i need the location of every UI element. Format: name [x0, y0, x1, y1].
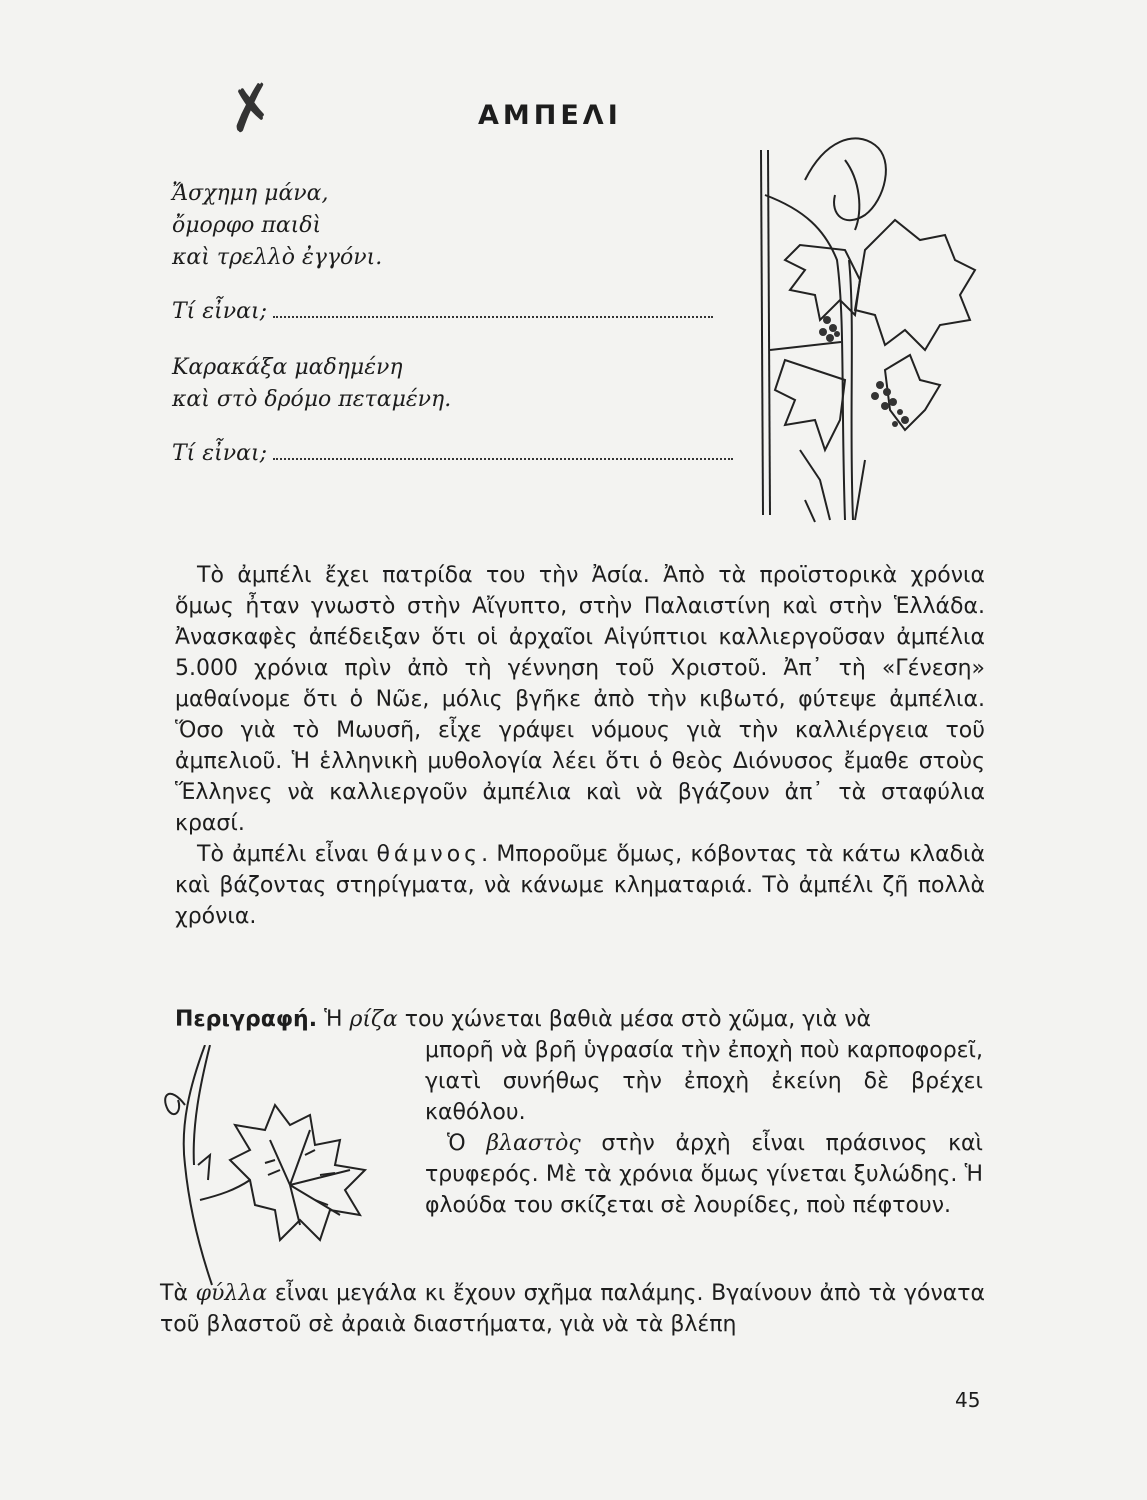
page-title: ΑΜΠΕΛΙ — [478, 100, 622, 131]
leaf-illustration — [150, 1045, 390, 1295]
paragraph: Τὰ φύλλα εἶναι μεγάλα κι ἔχουν σχῆμα παλάμης. Βγαίνουν ἀπὸ τὰ γόνατα τοῦ βλαστοῦ σὲ ἀραιὰ διαστήματα, γιὰ νὰ τὰ βλέπη — [160, 1281, 985, 1337]
main-text — [175, 560, 985, 932]
answer-blank — [273, 315, 713, 318]
riddle-line: ὄμορφο παιδὶ — [172, 213, 322, 238]
riddle-block — [172, 178, 762, 470]
paragraph: Ὁ βλαστὸς στὴν ἀρχὴ εἶναι πράσινος καὶ τρυφερός. Μὲ τὰ χρόνια ὅμως γίνεται ξυλώδης. Ἡ φλούδα του σκίζεται σὲ λουρίδες, ποὺ πέφτουν. — [425, 1131, 984, 1218]
paragraph: Τὸ ἀμπέλι ἔχει πατρίδα του τὴν Ἀσία. Ἀπὸ τὰ προϊστορικὰ χρόνια ὅμως ἦταν γνωστὸ στὴν Αἴγυπτο, στὴν Παλαιστίνη καὶ στὴν Ἑλλάδα. Ἀνασκαφὲς ἀπέδειξαν ὅτι οἱ ἀρχαῖοι Αἰγύπτιοι καλλιεργοῦσαν ἀμπέλια 5.000 χρόνια πρὶν ἀπὸ τὴ γέννηση τοῦ Χριστοῦ. Ἀπ᾽ τὴ «Γένεση» μαθαίνομε ὅτι ὁ Νῶε, μόλις βγῆκε ἀπὸ τὴν κιβωτό, φύτεψε ἀμπέλια. Ὅσο γιὰ τὸ Μωυσῆ, εἶχε γράψει νόμους γιὰ τὴν καλλιέργεια τοῦ ἀμπελιοῦ. Ἡ ἑλληνικὴ μυθολογία λέει ὅτι ὁ θεὸς Διόνυσος ἔμαθε στοὺς Ἕλληνες νὰ καλλιεργοῦν ἀμπέλια καὶ νὰ βγάζουν ἀπ᾽ τὰ σταφύλια κρασί. — [175, 563, 985, 836]
answer-blank — [273, 457, 733, 460]
term: βλαστὸς — [486, 1131, 581, 1156]
riddle-question: Τί εἶναι; — [172, 296, 762, 328]
section-heading: Περιγραφή. — [175, 1007, 318, 1032]
pen-mark: ✗ — [219, 69, 284, 149]
paragraph: μπορῆ νὰ βρῆ ὑγρασία τὴν ἐποχὴ ποὺ καρποφορεῖ, γιατὶ συνήθως τὴν ἐποχὴ ἐκείνη δὲ βρέχει καθόλου. — [425, 1038, 983, 1125]
description-text — [425, 1035, 983, 1221]
term: φύλλα — [195, 1281, 268, 1306]
page-number: 45 — [955, 1388, 981, 1412]
paragraph: Τὸ ἀμπέλι εἶναι θάμνος. Μποροῦμε ὅμως, κόβοντας τὰ κάτω κλαδιὰ καὶ βάζοντας στηρίγματα, νὰ κάνωμε κληματαριά. Τὸ ἀμπέλι ζῆ πολλὰ χρόνια. — [175, 842, 985, 929]
description-heading-line: Περιγραφή. Ἡ ρίζα του χώνεται βαθιὰ μέσα στὸ χῶμα, γιὰ νὰ — [175, 1007, 871, 1032]
riddle-question: Τί εἶναι; — [172, 438, 762, 470]
riddle-line: Ἄσχημη μάνα, — [172, 181, 329, 206]
riddle-line: Καρακάξα μαδημένη — [172, 355, 403, 380]
vine-illustration — [745, 120, 980, 540]
riddle-line: καὶ στὸ δρόμο πεταμένη. — [172, 387, 452, 412]
leaves-paragraph — [160, 1278, 985, 1340]
term: θάμνος — [376, 842, 482, 867]
term: ρίζα — [349, 1007, 398, 1032]
riddle-line: καὶ τρελλὸ ἐγγόνι. — [172, 245, 383, 270]
